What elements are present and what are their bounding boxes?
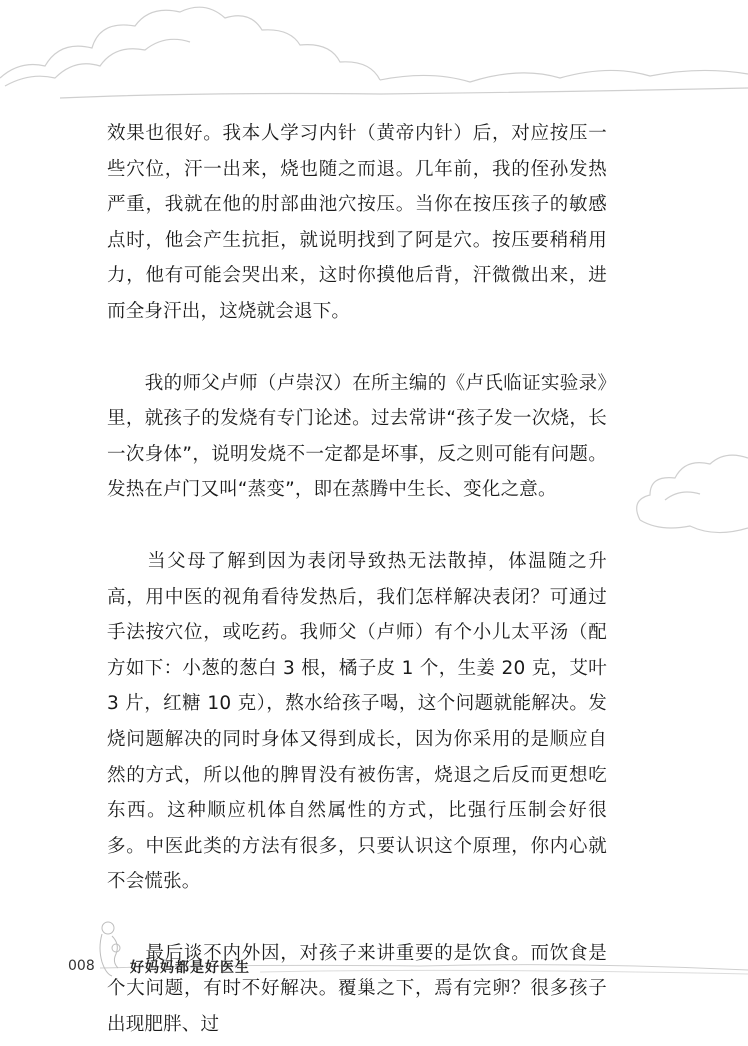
paragraph-3: 当父母了解到因为表闭导致热无法散掉，体温随之升高，用中医的视角看待发热后，我们怎样解决表闭？可通过手法按穴位，或吃药。我师父（卢师）有个小儿太平汤（配方如下：小葱的葱白 3 根，橘子皮 1 个，生姜 20 克，艾叶 3 片，红糖 10 克），熬水给孩子喝，这个问题就能解决。发烧问题解决的同时身体又得到成长，因为你采用的是顺应自然的方式，所以他的脾胃没有被伤害，烧退之后反而更想吃东西。这种顺应机体自然属性的方式，比强行压制会好很多。中医此类的方法有很多，只要认识这个原理，你内心就不会慌张。 xyxy=(107,550,614,893)
decorative-clouds-top xyxy=(0,0,748,110)
decorative-cloud-right xyxy=(620,440,748,550)
paragraph-gap xyxy=(107,330,607,366)
paragraph-2: 我的师父卢师（卢崇汉）在所主编的《卢氏临证实验录》里，就孩子的发烧有专门论述。过去常讲“孩子发一次烧，长一次身体”，说明发烧不一定都是坏事，反之则可能有问题。发热在卢门又叫“蒸变”，即在蒸腾中生长、变化之意。 xyxy=(107,372,607,501)
paragraph-1: 效果也很好。我本人学习内针（黄帝内针）后，对应按压一些穴位，汗一出来，烧也随之而退。几年前，我的侄孙发热严重，我就在他的肘部曲池穴按压。当你在按压孩子的敏感点时，他会产生抗拒，就说明找到了阿是穴。按压要稍稍用力，他有可能会哭出来，这时你摸他后背，汗微微出来，进而全身汗出，这烧就会退下。 xyxy=(107,123,607,322)
body-text xyxy=(107,116,614,1043)
mother-child-illustration xyxy=(90,918,130,978)
book-title: 好妈妈都是好医生 xyxy=(130,960,250,976)
page-number: 008 xyxy=(68,958,95,974)
page-footer xyxy=(60,918,748,978)
paragraph-4: 最后谈不内外因，对孩子来讲重要的是饮食。而饮食是个大问题，有时不好解决。覆巢之下，焉有完卵？很多孩子出现肥胖、过 xyxy=(107,942,607,1036)
paragraph-gap xyxy=(107,508,607,544)
